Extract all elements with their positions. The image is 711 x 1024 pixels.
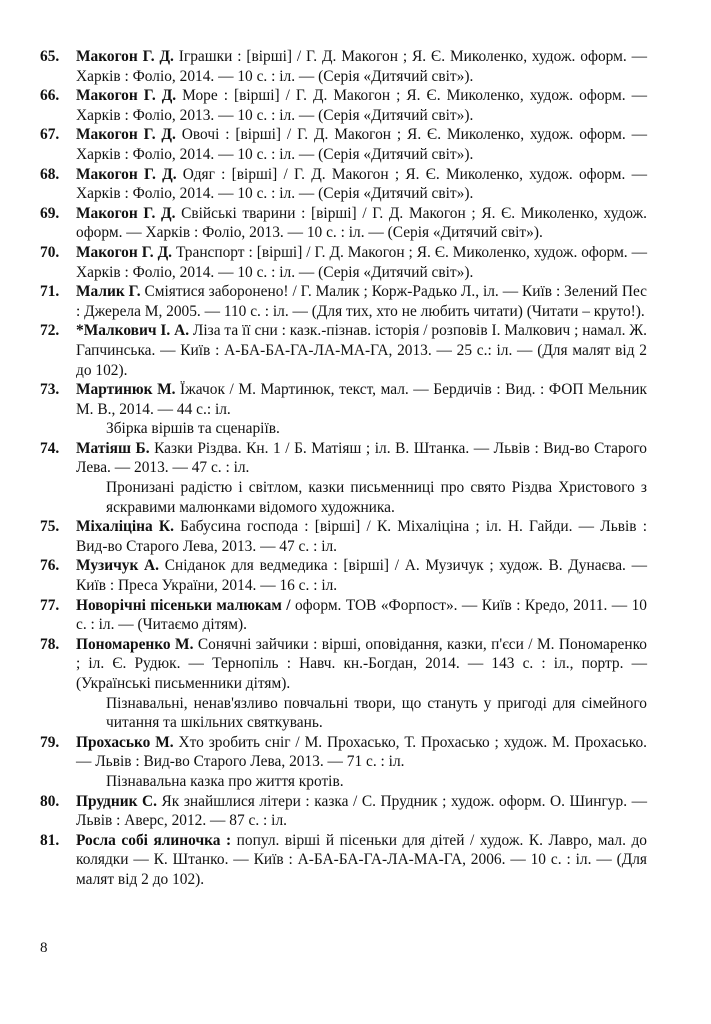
- entry-author: Музичук А.: [76, 557, 159, 575]
- entry-number: 75.: [40, 518, 60, 536]
- entry-description: Одяг : [вірші] / Г. Д. Макогон ; Я. Є. Миколенко, худож. оформ. — Харків : Фоліо, 2014. — 10 с. : іл. — (Серія «Дитячий світ»).: [76, 165, 647, 203]
- entry-annotation: Пізнавальна казка про життя кротів.: [106, 772, 344, 790]
- entry-author: Матіяш Б.: [76, 439, 150, 457]
- entry-number: 76.: [40, 557, 60, 575]
- entry-author: Макогон Г. Д.: [76, 87, 177, 105]
- entry-number: 69.: [40, 204, 60, 222]
- entry-annotation: Пізнавальні, ненав'язливо повчальні твори, що стануть у пригоді для сімейного читання та шкільних святкувань.: [106, 694, 647, 732]
- bibliography-entry: [40, 792, 647, 831]
- entry-author: Прудник С.: [76, 792, 157, 810]
- entry-number: 71.: [40, 283, 60, 301]
- bibliography-entry: [40, 243, 647, 282]
- entry-author: *Малкович І. А.: [76, 322, 190, 340]
- entry-number: 74.: [40, 439, 60, 457]
- entry-number: 81.: [40, 831, 60, 849]
- bibliography-entry: [40, 635, 647, 694]
- bibliography-entry: [40, 517, 647, 556]
- bibliography-entry: [40, 380, 647, 419]
- entry-description: Транспорт : [вірші] / Г. Д. Макогон ; Я. Є. Миколенко, худож. оформ. — Харків : Фоліо, 2014. — 10 с. : іл. — (Серія «Дитячий світ»).: [76, 243, 648, 281]
- page-number: 8: [40, 940, 48, 956]
- bibliography-entry: [40, 86, 647, 125]
- bibliography-list: [40, 47, 647, 890]
- entry-number: 80.: [40, 792, 60, 810]
- entry-author: Макогон Г. Д.: [76, 165, 177, 183]
- entry-description: Іграшки : [вірші] / Г. Д. Макогон ; Я. Є. Миколенко, худож. оформ. — Харків : Фоліо, 2014. — 10 с. : іл. — (Серія «Дитячий світ»).: [76, 48, 647, 85]
- entry-description: Хто зробить сніг / М. Прохасько, Т. Прохасько ; худож. М. Прохасько. — Львів : Вид-во Старого Лева, 2013. — 71 с. : іл.: [76, 733, 647, 771]
- bibliography-entry: [40, 204, 647, 243]
- entry-description: Їжачок / М. Мартинюк, текст, мал. — Бердичів : Вид. : ФОП Мельник М. В., 2014. — 44 с.: іл.: [76, 381, 647, 418]
- entry-author: Мартинюк М.: [76, 381, 176, 399]
- entry-annotation: Пронизані радістю і світлом, казки письменниці про свято Різдва Христового з яскравими малюнками відомого художника.: [106, 479, 647, 516]
- entry-description: попул. вірші й пісеньки для дітей / худож. К. Лавро, мал. до колядки — К. Штанко. — Київ : А-БА-БА-ГА-ЛА-МА-ГА, 2006. — 10 с. : іл. — (Для малят від 2 до 102).: [76, 831, 647, 888]
- entry-author: Малик Г.: [76, 283, 141, 301]
- entry-author: Новорічні пісеньки малюкам /: [76, 596, 291, 614]
- entry-description: Овочі : [вірші] / Г. Д. Макогон ; Я. Є. Миколенко, худож. оформ. — Харків : Фоліо, 2014. — 10 с. : іл. — (Серія «Дитячий світ»).: [76, 126, 647, 163]
- entry-author: Макогон Г. Д.: [76, 126, 176, 144]
- entry-description: оформ. ТОВ «Форпост». — Київ : Кредо, 2011. — 10 с. : іл. — (Читаємо дітям).: [76, 596, 647, 634]
- entry-description: Казки Різдва. Кн. 1 / Б. Матіяш ; іл. В. Штанка. — Львів : Вид-во Старого Лева. — 2013. — 47 с. : іл.: [76, 439, 647, 477]
- entry-author: Міхаліціна К.: [76, 518, 174, 536]
- entry-author: Росла собі ялиночка :: [76, 831, 232, 849]
- entry-number: 68.: [40, 165, 60, 183]
- entry-description: Сміятися заборонено! / Г. Малик ; Корж-Радько Л., іл. — Київ : Зелений Пес : Джерела М, 2005. — 110 с. : іл. — (Для тих, хто не любить читати) (Читати – круто!).: [76, 283, 647, 320]
- entry-number: 73.: [40, 381, 60, 399]
- bibliography-entry: [40, 282, 647, 321]
- entry-description: Як знайшлися літери : казка / С. Прудник ; худож. оформ. О. Шингур. — Львів : Аверс, 2012. — 87 с. : іл.: [76, 792, 647, 830]
- entry-description: Бабусина господа : [вірші] / К. Міхаліціна ; іл. Н. Гайди. — Львів : Вид-во Старого Лева, 2013. — 47 с. : іл.: [76, 518, 647, 555]
- bibliography-entry: [40, 596, 647, 635]
- bibliography-entry: [40, 47, 647, 86]
- entry-number: 70.: [40, 243, 60, 261]
- entry-annotation: Збірка віршів та сценаріїв.: [106, 420, 280, 438]
- bibliography-entry: [40, 125, 647, 164]
- entry-author: Прохасько М.: [76, 733, 174, 751]
- bibliography-entry: [40, 831, 647, 890]
- bibliography-entry: [40, 321, 647, 380]
- entry-number: 78.: [40, 635, 60, 653]
- entry-number: 72.: [40, 322, 60, 340]
- entry-description: Ліза та її сни : казк.-пізнав. історія / розповів І. Малкович ; намал. Ж. Гапчинська. — Київ : А-БА-БА-ГА-ЛА-МА-ГА, 2013. — 25 с.: іл. — (Для малят від 2 до 102).: [76, 322, 647, 379]
- entry-number: 79.: [40, 733, 60, 751]
- entry-description: Сніданок для ведмедика : [вірші] / А. Музичук ; худож. В. Дунаєва. — Київ : Преса України, 2014. — 16 с. : іл.: [76, 557, 648, 595]
- entry-author: Макогон Г. Д.: [76, 204, 176, 222]
- entry-number: 65.: [40, 48, 60, 65]
- entry-author: Пономаренко М.: [76, 635, 194, 653]
- bibliography-entry: [40, 165, 647, 204]
- entry-author: Макогон Г. Д.: [76, 243, 173, 261]
- entry-number: 77.: [40, 596, 60, 614]
- entry-number: 66.: [40, 87, 60, 105]
- bibliography-entry: [40, 439, 647, 478]
- entry-description: Море : [вірші] / Г. Д. Макогон ; Я. Є. Миколенко, худож. оформ. — Харків : Фоліо, 2013. — 10 с. : іл. — (Серія «Дитячий світ»).: [76, 87, 647, 124]
- entry-author: Макогон Г. Д.: [76, 48, 174, 65]
- bibliography-entry: [40, 556, 647, 595]
- bibliography-entry: [40, 733, 647, 772]
- entry-description: Свійські тварини : [вірші] / Г. Д. Макогон ; Я. Є. Миколенко, худож. оформ. — Харків : Фоліо, 2013. — 10 с. : іл. — (Серія «Дитячий світ»).: [76, 204, 647, 242]
- entry-number: 67.: [40, 126, 60, 144]
- entry-description: Сонячні зайчики : вірші, оповідання, казки, п'єси / М. Пономаренко ; іл. Є. Рудюк. — Тернопіль : Навч. кн.-Богдан, 2014. — 143 с. : іл., портр. — (Українські письменники дітям).: [76, 635, 647, 692]
